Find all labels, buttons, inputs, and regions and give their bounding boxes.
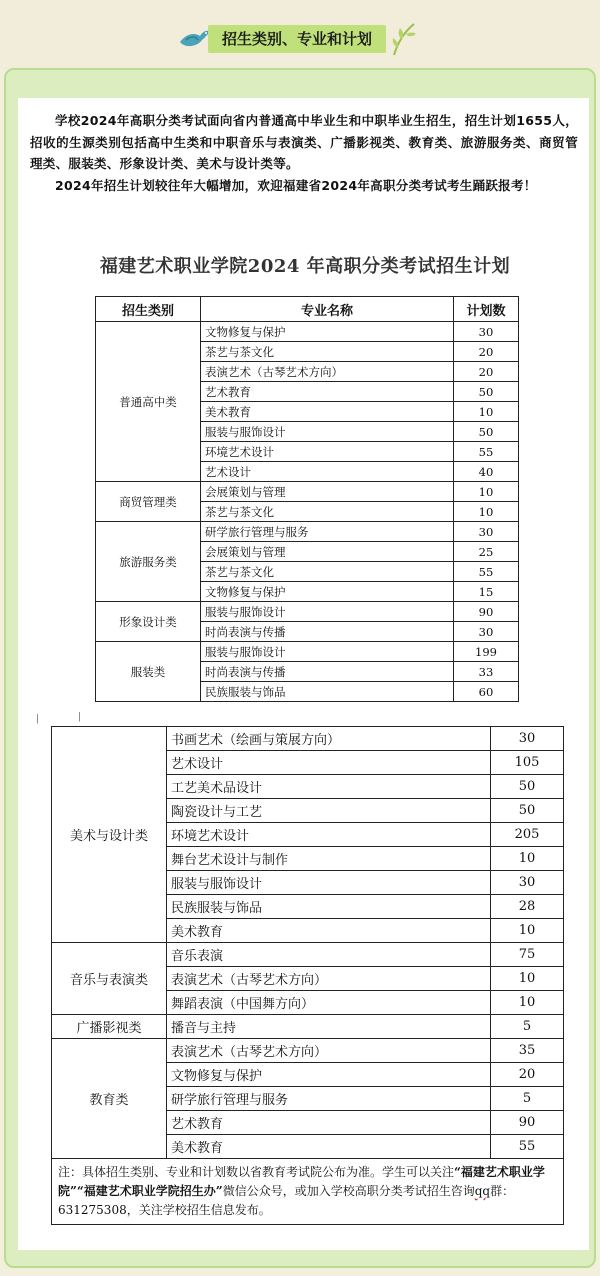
major-cell: 播音与主持 (167, 1015, 491, 1039)
count-cell: 15 (454, 582, 519, 602)
major-cell: 茶艺与茶文化 (201, 502, 454, 522)
major-cell: 艺术教育 (201, 382, 454, 402)
table-row (52, 727, 564, 751)
major-cell: 艺术教育 (167, 1111, 491, 1135)
count-cell: 50 (491, 775, 564, 799)
header-major: 专业名称 (201, 297, 454, 322)
count-cell: 10 (454, 402, 519, 422)
count-cell: 33 (454, 662, 519, 682)
major-cell: 音乐表演 (167, 943, 491, 967)
count-cell: 10 (491, 967, 564, 991)
count-cell: 205 (491, 823, 564, 847)
major-cell: 表演艺术（古琴艺术方向） (167, 967, 491, 991)
major-cell: 茶艺与茶文化 (201, 342, 454, 362)
count-cell: 50 (454, 422, 519, 442)
scan-mark: | (36, 714, 40, 724)
count-cell: 10 (491, 847, 564, 871)
category-cell: 服装类 (96, 642, 201, 702)
count-cell: 30 (454, 522, 519, 542)
section-title: 招生类别、专业和计划 (208, 25, 386, 53)
count-cell: 10 (491, 991, 564, 1015)
table-header-row (96, 297, 519, 322)
table-row (96, 642, 519, 662)
count-cell: 90 (454, 602, 519, 622)
category-cell: 普通高中类 (96, 322, 201, 482)
intro-paragraph-2: 2024年招生计划较往年大幅增加，欢迎福建省2024年高职分类考试考生踊跃报考！ (55, 177, 537, 193)
count-cell: 5 (491, 1087, 564, 1111)
table-row (96, 522, 519, 542)
count-cell: 10 (491, 919, 564, 943)
major-cell: 工艺美术品设计 (167, 775, 491, 799)
table-note: 注：具体招生类别、专业和计划数以省教育考试院公布为准。学生可以关注“福建艺术职业学院”“福建艺术职业学院招生办”微信公众号，或加入学校高职分类考试招生咨询qq群：631275308，关注学校招生信息发布。 (52, 1159, 564, 1225)
table-row (52, 943, 564, 967)
major-cell: 表演艺术（古琴艺术方向） (167, 1039, 491, 1063)
header-count: 计划数 (454, 297, 519, 322)
count-cell: 199 (454, 642, 519, 662)
count-cell: 60 (454, 682, 519, 702)
enrollment-table-1 (95, 296, 519, 702)
major-cell: 美术教育 (167, 1135, 491, 1159)
enrollment-table-2 (51, 726, 564, 1225)
count-cell: 50 (491, 799, 564, 823)
major-cell: 舞蹈表演（中国舞方向） (167, 991, 491, 1015)
count-cell: 25 (454, 542, 519, 562)
count-cell: 50 (454, 382, 519, 402)
major-cell: 文物修复与保护 (167, 1063, 491, 1087)
count-cell: 105 (491, 751, 564, 775)
table-row (52, 1015, 564, 1039)
document-title: 福建艺术职业学院2024 年高职分类考试招生计划 (99, 256, 511, 277)
count-cell: 20 (491, 1063, 564, 1087)
major-cell: 表演艺术（古琴艺术方向） (201, 362, 454, 382)
major-cell: 服装与服饰设计 (167, 871, 491, 895)
major-cell: 艺术设计 (167, 751, 491, 775)
category-cell: 形象设计类 (96, 602, 201, 642)
major-cell: 美术教育 (201, 402, 454, 422)
major-cell: 会展策划与管理 (201, 542, 454, 562)
count-cell: 55 (454, 562, 519, 582)
major-cell: 美术教育 (167, 919, 491, 943)
category-cell: 商贸管理类 (96, 482, 201, 522)
major-cell: 研学旅行管理与服务 (201, 522, 454, 542)
count-cell: 55 (454, 442, 519, 462)
major-cell: 民族服装与饰品 (201, 682, 454, 702)
major-cell: 研学旅行管理与服务 (167, 1087, 491, 1111)
major-cell: 陶瓷设计与工艺 (167, 799, 491, 823)
major-cell: 书画艺术（绘画与策展方向） (167, 727, 491, 751)
count-cell: 75 (491, 943, 564, 967)
major-cell: 环境艺术设计 (167, 823, 491, 847)
major-cell: 时尚表演与传播 (201, 662, 454, 682)
major-cell: 服装与服饰设计 (201, 422, 454, 442)
major-cell: 文物修复与保护 (201, 322, 454, 342)
table-row (52, 1039, 564, 1063)
count-cell: 10 (454, 482, 519, 502)
major-cell: 茶艺与茶文化 (201, 562, 454, 582)
count-cell: 30 (491, 871, 564, 895)
category-cell: 教育类 (52, 1039, 167, 1159)
intro-paragraph-1: 学校2024年高职分类考试面向省内普通高中毕业生和中职毕业生招生，招生计划1655人，招收的生源类别包括高中生类和中职音乐与表演类、广播影视类、教育类、旅游服务类、商贸管理类、服装类、形象设计类、美术与设计类等。 (30, 113, 578, 171)
major-cell: 服装与服饰设计 (201, 602, 454, 622)
count-cell: 30 (454, 322, 519, 342)
category-cell: 音乐与表演类 (52, 943, 167, 1015)
count-cell: 35 (491, 1039, 564, 1063)
count-cell: 20 (454, 362, 519, 382)
category-cell: 旅游服务类 (96, 522, 201, 602)
count-cell: 10 (454, 502, 519, 522)
count-cell: 40 (454, 462, 519, 482)
intro-text (30, 110, 578, 196)
table-row (96, 322, 519, 342)
major-cell: 时尚表演与传播 (201, 622, 454, 642)
major-cell: 服装与服饰设计 (201, 642, 454, 662)
major-cell: 环境艺术设计 (201, 442, 454, 462)
scan-mark: | (78, 712, 82, 722)
table-row (96, 602, 519, 622)
category-cell: 美术与设计类 (52, 727, 167, 943)
section-title-banner (178, 22, 418, 56)
leaf-icon (388, 22, 418, 56)
category-cell: 广播影视类 (52, 1015, 167, 1039)
count-cell: 30 (454, 622, 519, 642)
major-cell: 文物修复与保护 (201, 582, 454, 602)
major-cell: 舞台艺术设计与制作 (167, 847, 491, 871)
count-cell: 90 (491, 1111, 564, 1135)
count-cell: 28 (491, 895, 564, 919)
major-cell: 艺术设计 (201, 462, 454, 482)
major-cell: 民族服装与饰品 (167, 895, 491, 919)
note-row (52, 1159, 564, 1225)
table-row (96, 482, 519, 502)
count-cell: 20 (454, 342, 519, 362)
count-cell: 55 (491, 1135, 564, 1159)
header-category: 招生类别 (96, 297, 201, 322)
bird-icon (178, 26, 212, 52)
count-cell: 5 (491, 1015, 564, 1039)
count-cell: 30 (491, 727, 564, 751)
major-cell: 会展策划与管理 (201, 482, 454, 502)
